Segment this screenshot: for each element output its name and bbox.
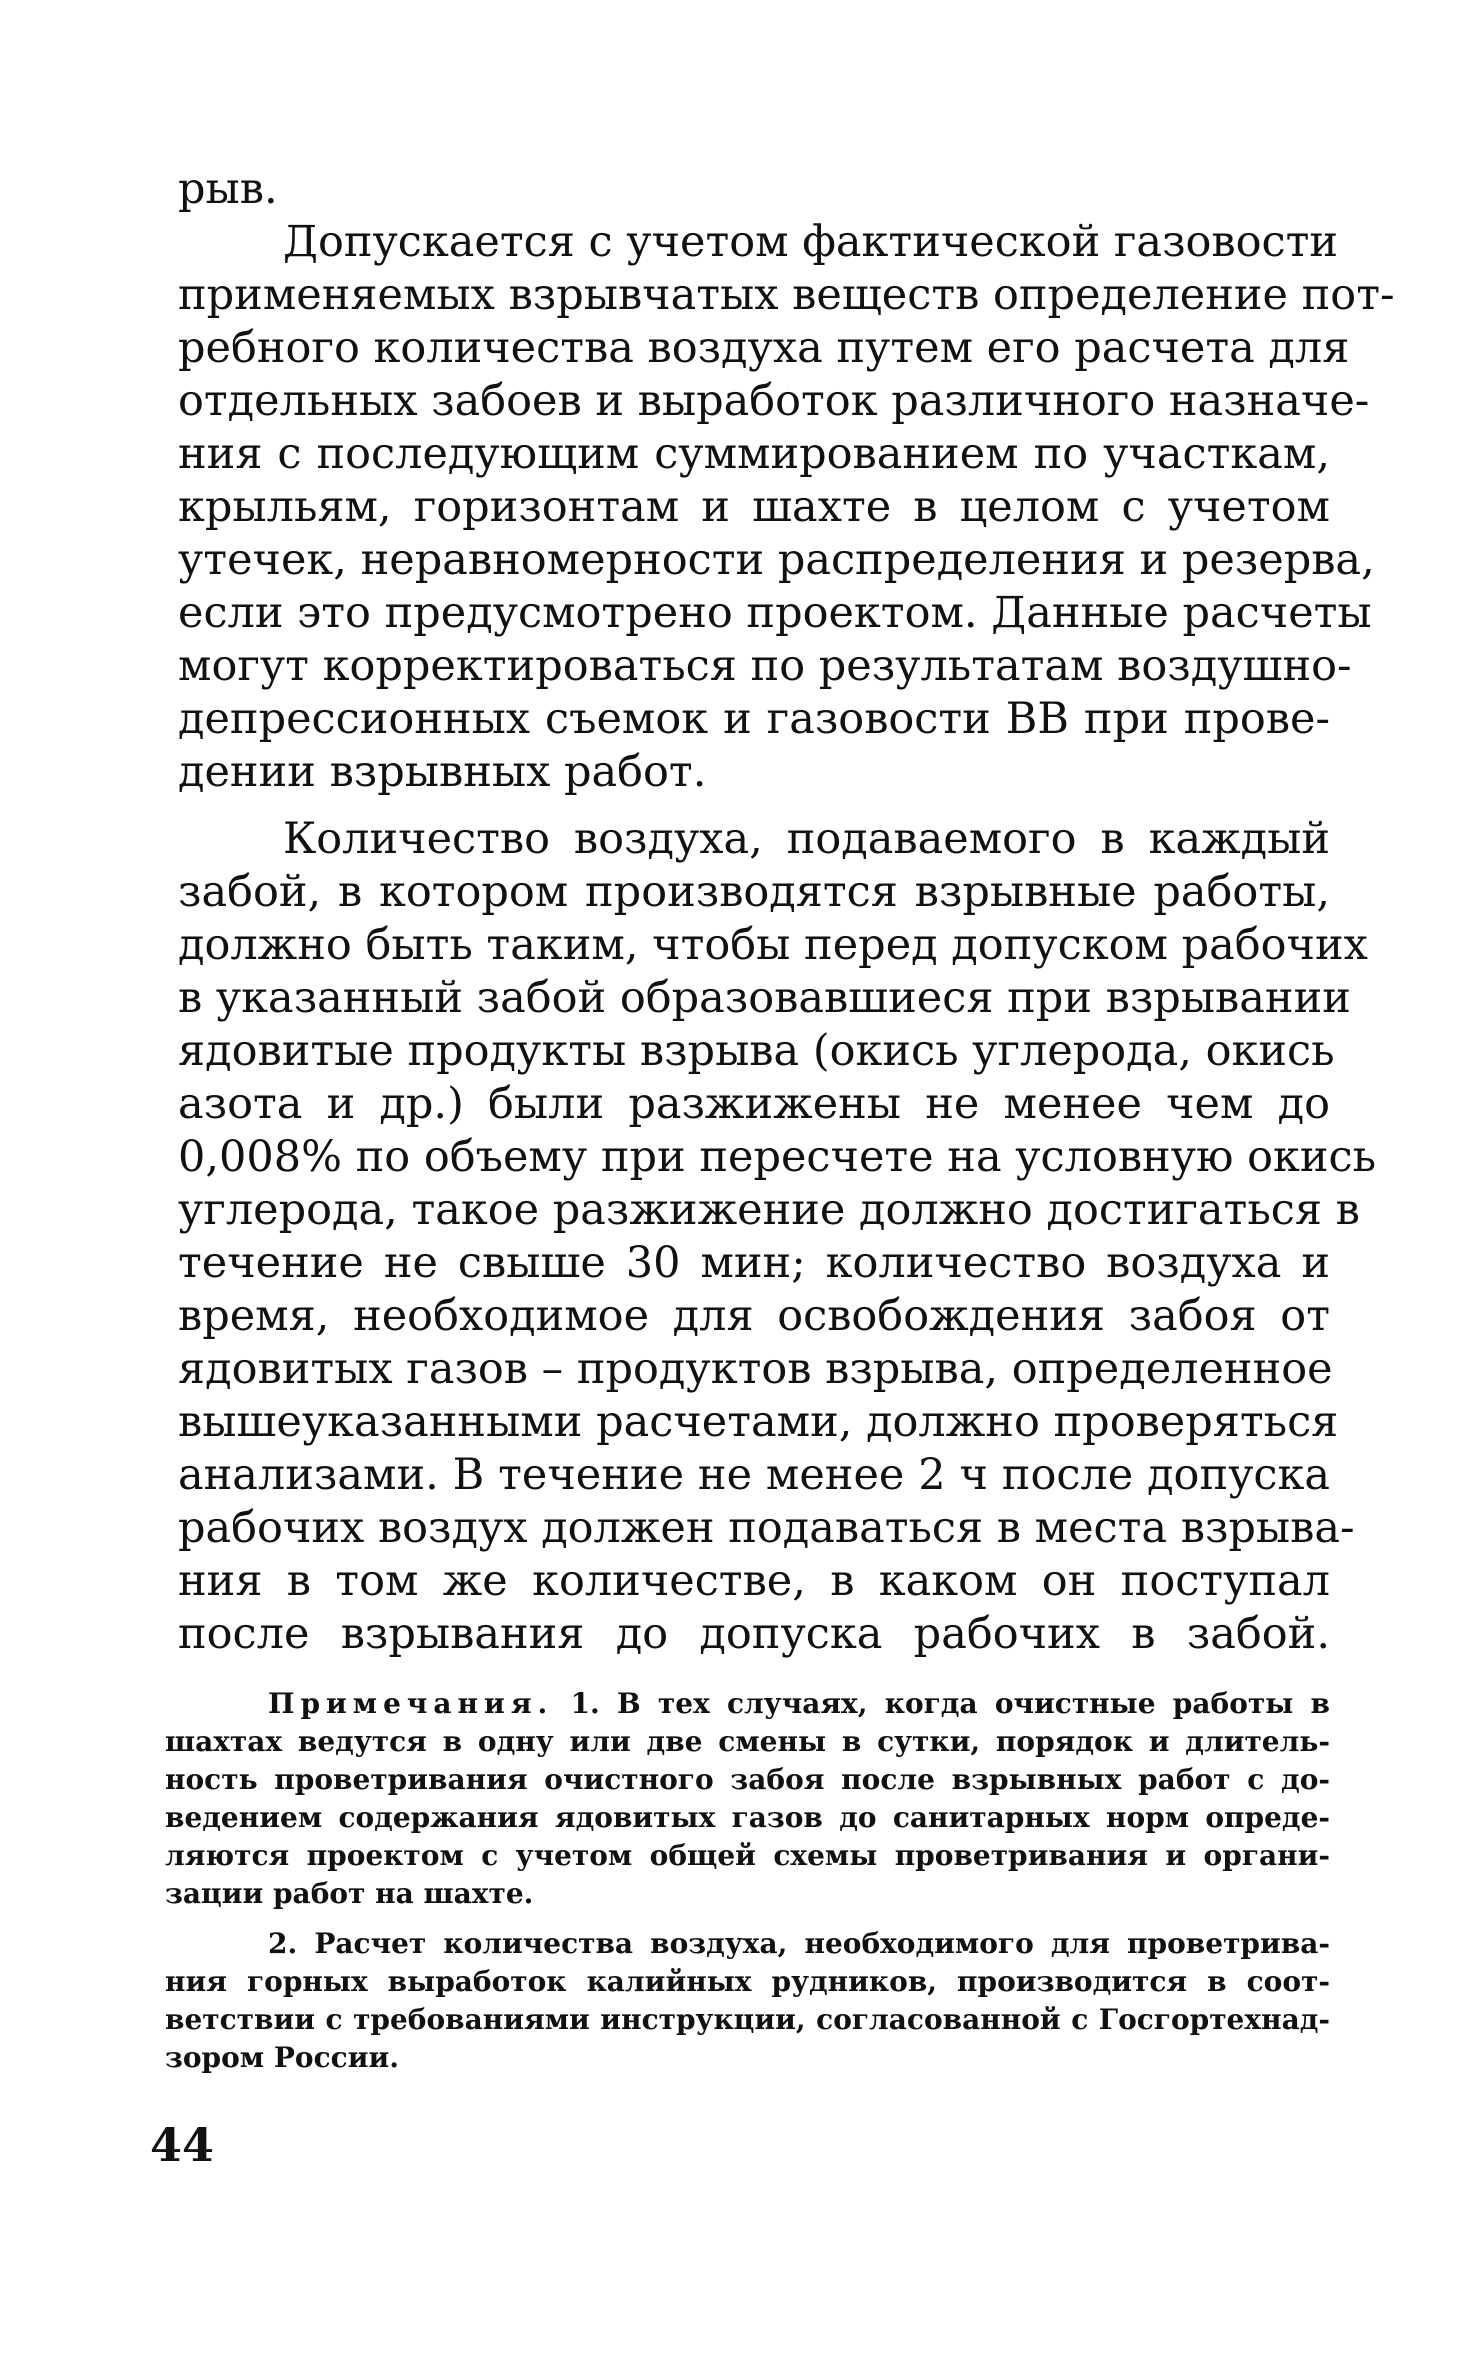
note-line: ность проветривания очистного забоя после взрывных работ с до-	[165, 1763, 1330, 1796]
body-line: анализами. В течение не менее 2 ч после допуска	[178, 1450, 1330, 1500]
note-1-start: 1. В тех случаях, когда очистные работы в	[570, 1687, 1330, 1720]
body-line: ядовитых газов – продуктов взрыва, определенное	[178, 1344, 1333, 1394]
body-line: время, необходимое для освобождения забоя от	[178, 1291, 1330, 1341]
body-line: ядовитые продукты взрыва (окись углерода, окись	[178, 1026, 1335, 1076]
body-line: должно быть таким, чтобы перед допуском рабочих	[178, 920, 1368, 970]
body-line: забой, в котором производятся взрывные работы,	[178, 867, 1330, 917]
note-line-first	[268, 1684, 1330, 1724]
body-line: вышеуказанными расчетами, должно проверяться	[178, 1397, 1339, 1447]
body-line: рабочих воздух должен подаваться в места взрыва-	[178, 1503, 1355, 1553]
body-line: 0,008% по объему при пересчете на условную окись	[178, 1132, 1377, 1182]
body-line: рыв.	[178, 164, 278, 214]
body-line: крыльям, горизонтам и шахте в целом с учетом	[178, 482, 1330, 532]
body-line: Количество воздуха, подаваемого в каждый	[283, 814, 1330, 864]
notes-heading: Примечания.	[268, 1687, 554, 1720]
body-line: утечек, неравномерности распределения и резерва,	[178, 535, 1375, 585]
note-line: ведением содержания ядовитых газов до санитарных норм опреде-	[165, 1801, 1330, 1834]
page-number: 44	[150, 2118, 215, 2172]
body-line: углерода, такое разжижение должно достигаться в	[178, 1185, 1360, 1235]
note-line: ляются проектом с учетом общей схемы проветривания и органи-	[165, 1839, 1330, 1872]
note-line: зором России.	[165, 2041, 399, 2074]
note-line: шахтах ведутся в одну или две смены в сутки, порядок и длитель-	[165, 1725, 1330, 1758]
body-line: применяемых взрывчатых веществ определение пот-	[178, 270, 1395, 320]
body-line: ния в том же количестве, в каком он поступал	[178, 1556, 1330, 1606]
body-line: могут корректироваться по результатам воздушно-	[178, 641, 1352, 691]
note-line: ния горных выработок калийных рудников, производится в соот-	[165, 1965, 1330, 1998]
body-line: если это предусмотрено проектом. Данные расчеты	[178, 588, 1372, 638]
body-line: депрессионных съемок и газовости ВВ при прове-	[178, 694, 1330, 744]
body-line: течение не свыше 30 мин; количество воздуха и	[178, 1238, 1330, 1288]
body-line: в указанный забой образовавшиеся при взрывании	[178, 973, 1351, 1023]
body-line: отдельных забоев и выработок различного назначе-	[178, 376, 1370, 426]
note-line: зации работ на шахте.	[165, 1877, 534, 1910]
body-line: азота и др.) были разжижены не менее чем до	[178, 1079, 1330, 1129]
note-line: ветствии с требованиями инструкции, согласованной с Госгортехнад-	[165, 2003, 1330, 2036]
note-line: 2. Расчет количества воздуха, необходимого для проветрива-	[268, 1927, 1330, 1960]
body-line: Допускается с учетом фактической газовости	[283, 217, 1339, 267]
body-line: ния с последующим суммированием по участкам,	[178, 429, 1330, 479]
body-line: ребного количества воздуха путем его расчета для	[178, 323, 1350, 373]
body-line: после взрывания до допуска рабочих в забой.	[178, 1609, 1330, 1659]
body-line: дении взрывных работ.	[178, 747, 707, 797]
